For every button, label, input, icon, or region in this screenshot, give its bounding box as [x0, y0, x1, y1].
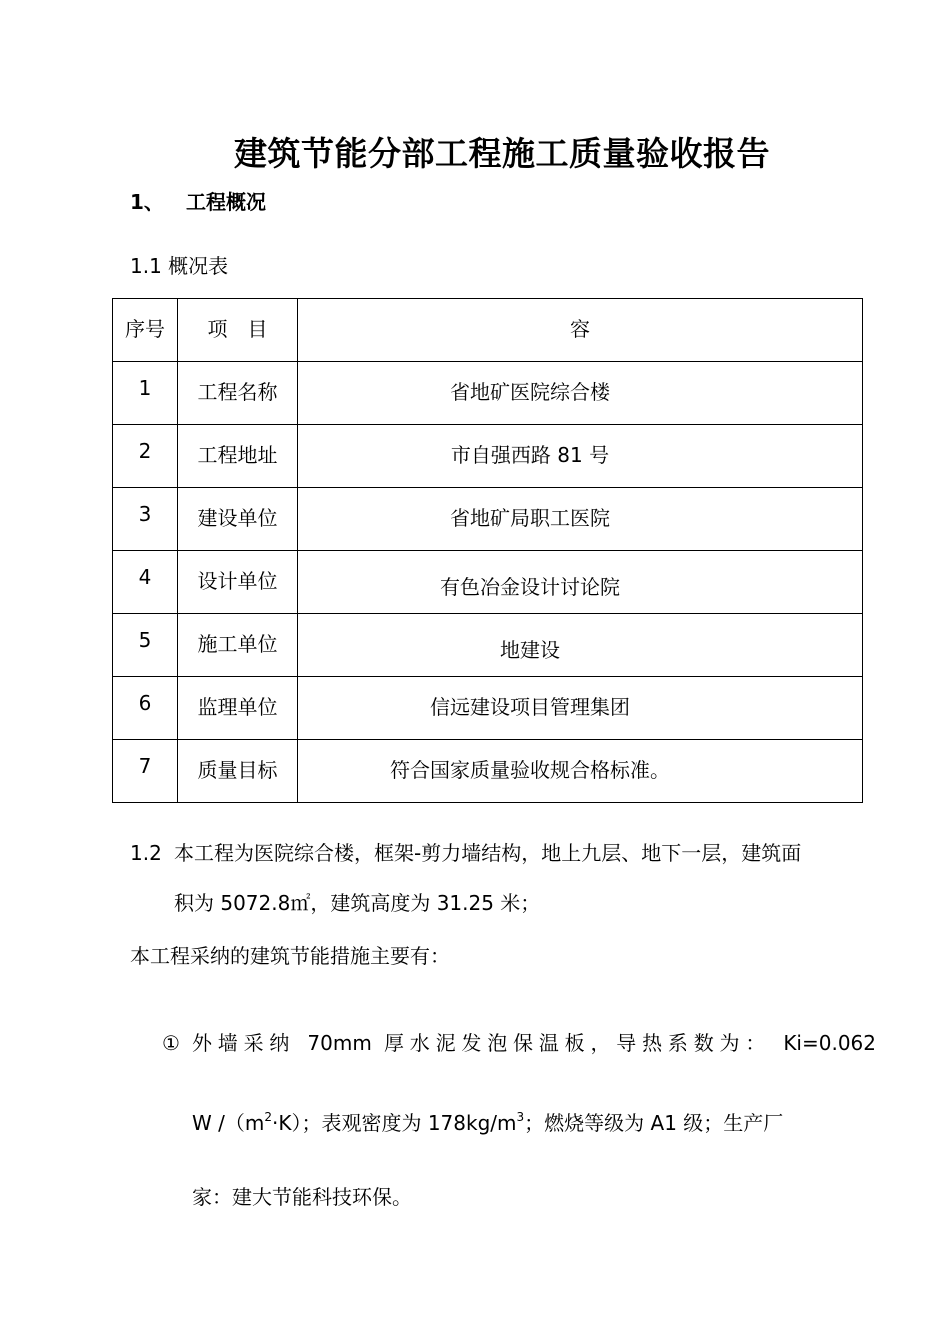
row-index: 4	[113, 551, 178, 614]
section-heading	[130, 186, 266, 215]
measure-sup-1: 2	[264, 1110, 272, 1124]
table-row	[113, 551, 863, 614]
measures-intro: 本工程采纳的建筑节能措施主要有：	[130, 944, 450, 968]
subsection-heading: 1.1 概况表	[130, 254, 229, 278]
paragraph-1-2-line2: 积为 5072.8㎡，建筑高度为 31.25 米；	[174, 891, 541, 915]
row-item: 建设单位	[178, 488, 298, 551]
measure-text-2b: ·K）；表观密度为 178kg/m	[272, 1111, 517, 1135]
table-row	[113, 488, 863, 551]
table-row	[113, 425, 863, 488]
table-row	[113, 362, 863, 425]
overview-table	[112, 298, 863, 803]
row-index: 1	[113, 362, 178, 425]
row-content	[298, 425, 863, 488]
measure-text-2c: ；燃烧等级为 A1 级；生产厂	[524, 1111, 784, 1135]
row-content	[298, 488, 863, 551]
table-row	[113, 614, 863, 677]
row-item: 工程名称	[178, 362, 298, 425]
row-content-text: 符合国家质量验收规合格标准。	[390, 758, 670, 782]
measure-bullet: ①	[162, 1031, 180, 1055]
section-number: 1、	[130, 190, 164, 214]
row-index: 3	[113, 488, 178, 551]
header-content-text: 容	[570, 317, 590, 341]
row-content-text: 省地矿医院综合楼	[450, 380, 610, 404]
row-content-text: 地建设	[500, 638, 560, 662]
paragraph-1-2-text: 本工程为医院综合楼，框架-剪力墙结构，地上九层、地下一层，建筑面	[174, 841, 802, 865]
row-item: 监理单位	[178, 677, 298, 740]
row-item: 质量目标	[178, 740, 298, 803]
table-row	[113, 677, 863, 740]
table-row	[113, 740, 863, 803]
measure-line-2	[162, 1080, 876, 1160]
table-header-row	[113, 299, 863, 362]
row-content-text: 省地矿局职工医院	[450, 506, 610, 530]
measure-line-3: 家：建大节能科技环保。	[192, 1185, 412, 1209]
row-content	[298, 677, 863, 740]
row-content-text: 有色冶金设计讨论院	[440, 575, 620, 599]
section-title: 工程概况	[186, 190, 266, 214]
row-item: 设计单位	[178, 551, 298, 614]
paragraph-1-2-label: 1.2	[130, 841, 162, 865]
row-index: 7	[113, 740, 178, 803]
row-content	[298, 551, 863, 614]
row-content	[298, 614, 863, 677]
row-index: 5	[113, 614, 178, 677]
measure-item-1	[162, 1006, 876, 1234]
paragraph-1-2	[130, 828, 880, 928]
header-index: 序号	[113, 299, 178, 362]
row-item: 工程地址	[178, 425, 298, 488]
measure-text-1: 外墙采纳 70mm 厚水泥发泡保温板，导热系数为： Ki=0.062	[192, 1031, 876, 1055]
row-item: 施工单位	[178, 614, 298, 677]
measure-text-2a: W /（m	[192, 1111, 265, 1135]
row-content	[298, 362, 863, 425]
measure-sup-2: 3	[516, 1110, 525, 1124]
row-content-text: 市自强西路 81 号	[450, 443, 610, 467]
row-index: 6	[113, 677, 178, 740]
measure-line-1	[162, 1006, 876, 1080]
header-item: 项 目	[178, 299, 298, 362]
row-content-text: 信远建设项目管理集团	[430, 695, 630, 719]
header-content	[298, 299, 863, 362]
row-content	[298, 740, 863, 803]
paragraph-1-2-line1	[130, 828, 880, 878]
row-index: 2	[113, 425, 178, 488]
page-title: 建筑节能分部工程施工质量验收报告	[234, 134, 770, 173]
